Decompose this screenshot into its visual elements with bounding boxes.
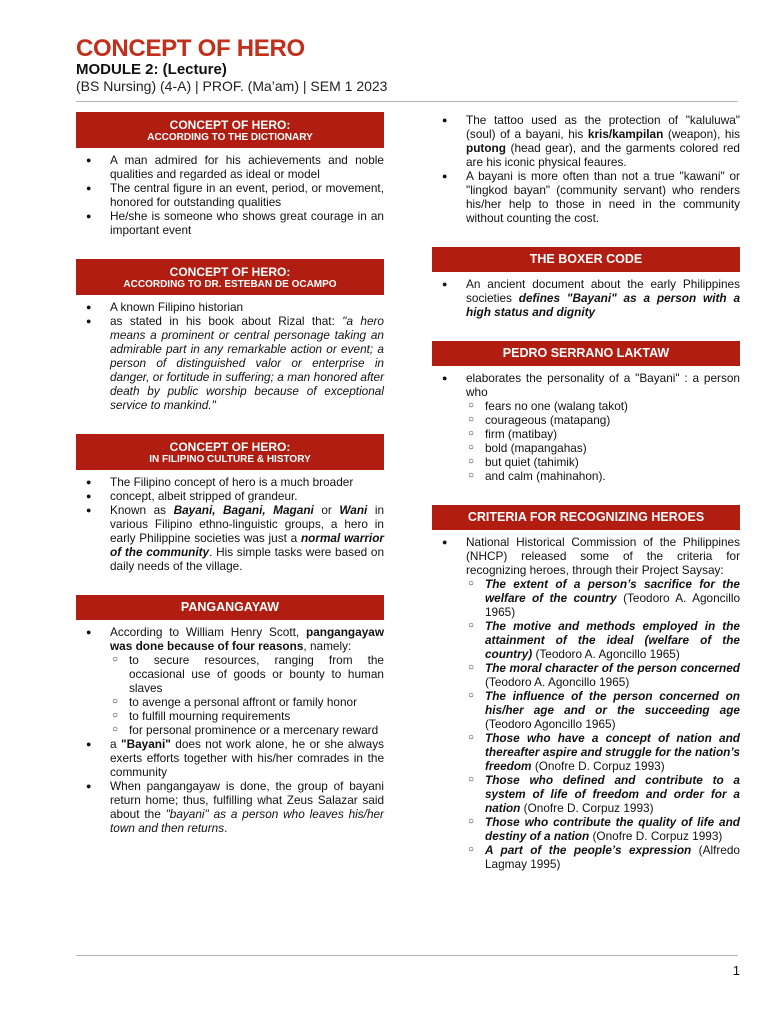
list-item [432,535,740,871]
section-heading-criteria: CRITERIA FOR RECOGNIZING HEROES [432,505,740,530]
laktaw-list [432,371,740,483]
criterion-text: The extent of a person’s sacrifice for the welfare of the country [485,577,740,605]
sub-list-item [466,731,740,773]
list-item-text: (weapon), his [663,127,740,141]
heading-subtext: ACCORDING TO DR. ESTEBAN DE OCAMPO [123,279,337,290]
list-item: ● A bayani is more often than not a true "kawani" or "lingkod bayan" (community servant) who renders his/her help to those in need in the community without counting the cost. [432,169,740,225]
list-item-text: Known as [110,503,174,517]
sub-list-item: ○ but quiet (tahimik) [466,455,740,469]
heading-subtext: IN FILIPINO CULTURE & HISTORY [149,454,311,465]
sub-list-item: ○ firm (matibay) [466,427,740,441]
list-item-text: a [110,737,121,751]
sub-list-item: ○ to avenge a personal affront or family honor [110,695,384,709]
list-item: ● The central figure in an event, period, or movement, honored for outstanding qualities [76,181,384,209]
list-item-text: When pangangayaw is done, the group of bayani return home; thus, fulfilling what Zeus Salazar said about the [110,779,384,821]
sub-list-item: ○ to fulfill mourning requirements [110,709,384,723]
sub-list-item [466,843,740,871]
section-heading-pangangayaw: PANGANGAYAW [76,595,384,620]
criterion-source: (Onofre D. Corpuz 1993) [531,759,665,773]
list-item-text: in various Filipino ethno-linguistic groups, a hero in early Philippine societies was just a [110,503,385,545]
list-item-text: An ancient document about the early Philippines societies [466,277,740,305]
list-item [76,314,384,412]
list-item: ● The Filipino concept of hero is a much broader [76,475,384,489]
criterion-source: (Teodoro A. Agoncillo 1965) [485,675,630,689]
list-item [432,371,740,483]
list-item-text: . [224,821,228,835]
list-item-text: does not work alone, he or she always exerts efforts together with his/her comrades in the community [110,737,384,779]
page-title: CONCEPT OF HERO [76,35,305,62]
criterion-source: (Onofre D. Corpuz 1993) [589,829,723,843]
criterion-text: Those who defined and contribute to a system of life of freedom and order for a nation [485,773,740,815]
sub-list-item [466,577,740,619]
sub-list-item [466,619,740,661]
reasons-list [110,653,384,737]
list-item-text: as stated in his book about Rizal that: [110,314,343,328]
hero-term-wani: Wani [339,503,368,517]
sub-list-item: ○ to secure resources, ranging from the occasional use of goods or bounty to human slaves [110,653,384,695]
emphasis-text: "bayani" as a person who leaves his/her town and then returns [110,807,384,835]
document-header [76,36,696,95]
section-heading-boxer-code: THE BOXER CODE [432,247,740,272]
list-item-text: elaborates the personality of a "Bayani" : a person who [466,371,740,399]
criterion-text: Those who have a concept of nation and thereafter aspire and struggle for the nation’s freedom [485,731,740,773]
right-column [432,113,740,871]
criterion-source: (Teodoro A. Agoncillo 1965) [485,591,740,619]
section-heading-dictionary [76,112,384,148]
criterion-source: (Teodoro A. Agoncillo 1965) [532,647,680,661]
list-item-text: (head gear), and the garments colored red are his iconic physical feaures. [466,141,740,169]
criterion-source: (Alfredo Lagmay 1995) [485,843,740,871]
sub-list-item [466,773,740,815]
list-item: ● concept, albeit stripped of grandeur. [76,489,384,503]
criteria-sub-list [466,577,740,871]
boxer-list [432,277,740,319]
criterion-source: (Onofre D. Corpuz 1993) [520,801,654,815]
emphasis-text: "Bayani" [121,737,171,751]
ocampo-list [76,300,384,412]
criterion-text: A part of the people’s expression [485,843,692,857]
culture-list [76,475,384,573]
criterion-source: (Teodoro Agoncillo 1965) [485,717,616,731]
course-meta: (BS Nursing) (4-A) | PROF. (Ma’am) | SEM 1 2023 [76,78,388,94]
sub-list-item: ○ courageous (matapang) [466,413,740,427]
list-item [432,277,740,319]
list-item [76,503,384,573]
list-item-text: . His simple tasks were based on daily needs of the village. [110,545,384,573]
sub-list-item: ○ fears no one (walang takot) [466,399,740,413]
list-item-text: or [313,503,340,517]
header-divider [76,101,738,102]
list-item-text: , namely: [303,639,352,653]
heading-text: CONCEPT OF HERO: [169,440,291,454]
criterion-text: The moral character of the person concerned [485,661,740,675]
criterion-text: Those who contribute the quality of life and destiny of a nation [485,815,740,843]
criterion-text: The motive and methods employed in the attainment of the ideal (welfare of the country) [485,619,740,661]
page-number: 1 [732,963,740,978]
emphasis-text: normal warrior of the community [110,531,384,559]
section-heading-culture [76,434,384,470]
left-column [76,112,384,835]
emphasis-text: putong [466,141,506,155]
criteria-list [432,535,740,871]
footer-divider [76,955,738,956]
section-heading-laktaw: PEDRO SERRANO LAKTAW [432,341,740,366]
hero-terms: Bayani, Bagani, Magani [173,503,314,517]
list-item: ● He/she is someone who shows great courage in an important event [76,209,384,237]
list-item-text: According to William Henry Scott, [110,625,306,639]
pangangayaw-list [76,625,384,835]
criterion-text: The influence of the person concerned on his/her age and or the succeeding age [485,689,740,717]
section-heading-ocampo [76,259,384,295]
sub-list-item: ○ and calm (mahinahon). [466,469,740,483]
list-item: ● A man admired for his achievements and noble qualities and regarded as ideal or model [76,153,384,181]
list-item [76,625,384,737]
module-label: MODULE 2: (Lecture) [76,61,227,78]
list-item-text: National Historical Commission of the Philippines (NHCP) released some of the criteria for recognizing heroes, through their Project Saysay: [466,535,740,577]
emphasis-text: pangangayaw was done because of four reasons [110,625,384,653]
list-item [432,113,740,169]
emphasis-text: defines "Bayani" as a person with a high status and dignity [466,291,741,319]
sub-list-item: ○ for personal prominence or a mercenary reward [110,723,384,737]
sub-list-item [466,689,740,731]
heading-subtext: ACCORDING TO THE DICTIONARY [147,132,313,143]
sub-list-item [466,815,740,843]
ocampo-quote: "a hero means a prominent or central personage taking an admirable part in any remarkable action or event; a person of distinguished valor or enterprise in danger, or fortitude in suffering; a man honored after death by public worship because of exceptional service to mankind." [110,314,384,412]
emphasis-text: kris/kampilan [587,127,664,141]
heading-text: CONCEPT OF HERO: [169,118,291,132]
list-item: ● A known Filipino historian [76,300,384,314]
list-item-text: The tattoo used as the protection of "kaluluwa" (soul) of a bayani, his [466,113,740,141]
list-item [76,779,384,835]
heading-text: CONCEPT OF HERO: [169,265,291,279]
dictionary-list [76,153,384,237]
sub-list-item [466,661,740,689]
traits-list [466,399,740,483]
sub-list-item: ○ bold (mapangahas) [466,441,740,455]
list-item [76,737,384,779]
bayani-traits-list [432,113,740,225]
